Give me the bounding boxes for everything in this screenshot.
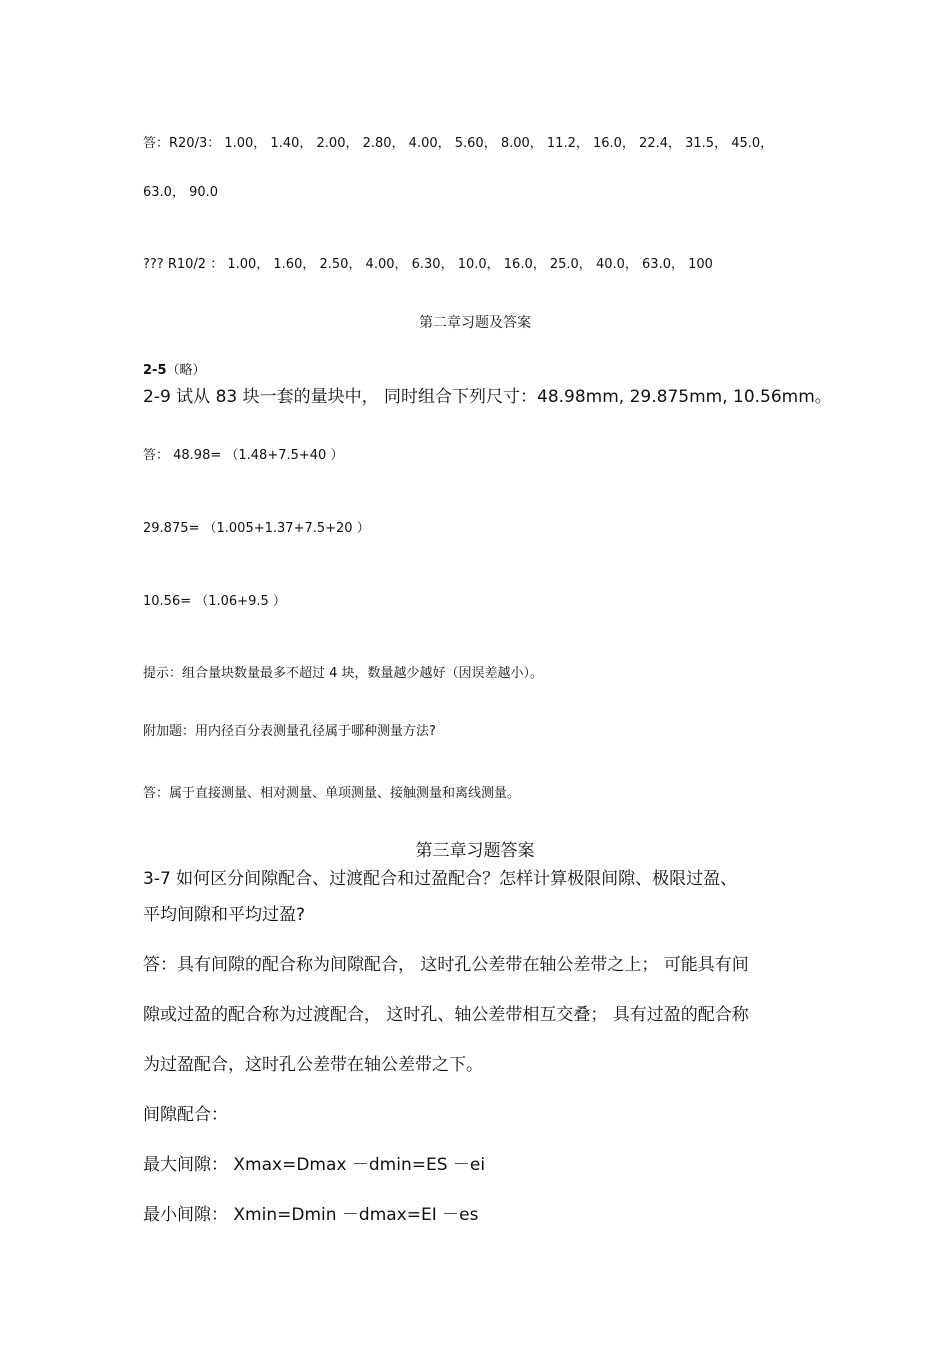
r20-series-line-2: 63.0， 90.0 — [143, 185, 219, 200]
max-clearance-formula: 最大间隙： Xmax=Dmax －dmin=ES －ei — [143, 1155, 486, 1175]
extra-question: 附加题：用内径百分表测量孔径属于哪种测量方法? — [143, 724, 436, 739]
hint-text: 提示：组合量块数量最多不超过 4 块，数量越少越好（因误差越小）。 — [143, 666, 544, 681]
answer-10-56: 10.56= （1.06+9.5 ） — [143, 594, 286, 609]
min-clearance-formula: 最小间隙： Xmin=Dmin －dmax=EI －es — [143, 1205, 479, 1225]
question-2-5 — [143, 364, 206, 377]
chapter-2-heading: 第二章习题及答案 — [419, 315, 531, 331]
answer-3-7-line-1: 答：具有间隙的配合称为间隙配合， 这时孔公差带在轴公差带之上； 可能具有间 — [143, 955, 749, 975]
r20-series-line-1: 答：R20/3： 1.00， 1.40， 2.00， 2.80， 4.00， 5.60， 8.00， 11.2， 16.0， 22.4， 31.5， 45.0， — [143, 136, 774, 151]
question-2-5-text: （略） — [166, 363, 206, 378]
question-3-7-line-2: 平均间隙和平均过盈? — [143, 905, 306, 925]
chapter-3-heading: 第三章习题答案 — [415, 841, 535, 861]
answer-29-875: 29.875= （1.005+1.37+7.5+20 ） — [143, 521, 370, 536]
answer-3-7-line-3: 为过盈配合，这时孔公差带在轴公差带之下。 — [143, 1055, 483, 1075]
question-2-9: 2-9 试从 83 块一套的量块中， 同时组合下列尺寸：48.98mm, 29.875mm, 10.56mm。 — [143, 387, 832, 407]
extra-answer: 答：属于直接测量、相对测量、单项测量、接触测量和离线测量。 — [143, 786, 521, 801]
question-2-5-number: 2-5 — [143, 363, 167, 378]
question-3-7-line-1: 3-7 如何区分间隙配合、过渡配合和过盈配合？怎样计算极限间隙、极限过盈、 — [143, 869, 738, 889]
answer-3-7-line-2: 隙或过盈的配合称为过渡配合， 这时孔、轴公差带相互交叠； 具有过盈的配合称 — [143, 1005, 749, 1025]
clearance-fit-title: 间隙配合： — [143, 1105, 228, 1125]
answer-48-98: 答： 48.98= （1.48+7.5+40 ） — [143, 448, 344, 463]
r10-series-line: ??? R10/2 ： 1.00， 1.60， 2.50， 4.00， 6.30， 10.0， 16.0， 25.0， 40.0， 63.0， 100 — [143, 257, 713, 272]
